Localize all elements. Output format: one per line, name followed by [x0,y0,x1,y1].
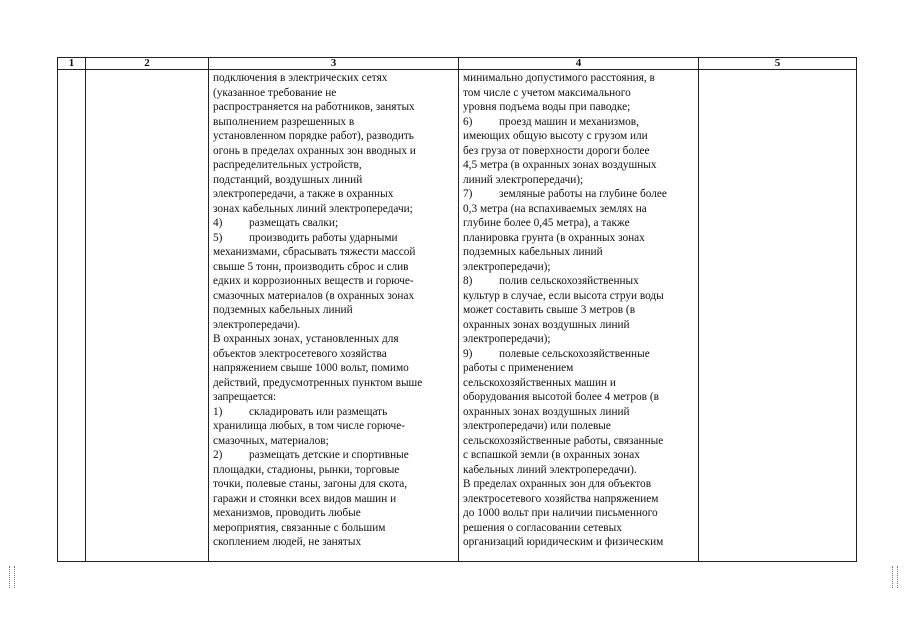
text-line: решения о согласовании сетевых [463,521,622,534]
header-col-5: 5 [699,58,857,70]
header-col-2: 2 [86,58,209,70]
text-line: охранных зонах воздушных линий [463,405,630,418]
text-line: 4,5 метра (в охранных зонах воздушных [463,159,657,171]
text-line: сельскохозяйственные работы, связанные [463,434,664,447]
text-line: скоплением людей, не занятых [213,536,362,548]
item-number: 2) [213,449,223,461]
right-margin-mark [892,566,898,588]
text-line: установленном порядке работ), разводить [213,130,414,142]
text-line: В пределах охранных зон для объектов [463,478,652,490]
text-line: смазочных материалов (в охранных зонах [213,289,415,302]
text-line: мероприятия, связанные с большим [213,521,386,534]
text-line: до 1000 вольт при наличии письменного [463,507,658,519]
text-line: точки, полевые станы, загоны для скота, [213,478,408,490]
text-line: В охранных зонах, установленных для [213,333,399,345]
text-line: электросетевого хозяйства напряжением [463,492,659,505]
numbered-line [463,347,694,362]
text-line: охранных зонах воздушных линий [463,318,630,331]
text-line: подземных кабельных линий [463,246,603,258]
text-line: гаражи и стоянки всех видов машин и [213,492,397,505]
item-number: 9) [463,347,473,360]
text-line: запрещается: [213,391,277,403]
text-line: с вспашкой земли (в охранных зонах [463,449,640,461]
text-line: линий электропередачи); [463,173,584,186]
text-line: распределительных устройств, [213,159,362,171]
text-line: организаций юридическим и физическим [463,536,664,548]
text-line: уровня подъема воды при паводке; [463,101,631,113]
numbered-line [463,187,694,202]
text-line: планировка грунта (в охранных зонах [463,231,645,244]
text-line: напряжением свыше 1000 вольт, помимо [213,362,409,374]
item-number: 7) [463,188,473,200]
item-number: 5) [213,231,223,244]
text-line: кабельных линий электропередачи). [463,463,637,476]
numbered-line [463,274,694,289]
text-line: оборудования высотой более 4 метров (в [463,391,659,403]
text-line: глубине более 0,45 метра), а также [463,217,630,229]
text-line: сельскохозяйственных машин и [463,376,616,389]
text-line: культур в случае, если высота струи воды [463,289,664,302]
numbered-line [213,405,454,420]
text-line: электропередачи, а также в охранных [213,188,394,200]
text-line: зонах кабельных линий электропередачи; [213,202,413,215]
text-line: том числе с учетом максимального [463,86,631,99]
col3-text [209,70,458,550]
item-text: складировать или размещать [249,405,388,418]
text-line: подстанций, воздушных линий [213,173,363,186]
text-line: минимально допустимого расстояния, в [463,72,655,84]
text-line: подземных кабельных линий [213,304,353,316]
text-line: электропередачи). [213,318,301,331]
text-line: площадки, стадионы, рынки, торговые [213,463,400,476]
text-line: 0,3 метра (на вспахиваемых землях на [463,202,647,215]
text-line: огонь в пределах охранных зон вводных и [213,144,416,157]
text-line: электропередачи) или полевые [463,420,611,432]
header-col-1: 1 [58,58,86,70]
item-text: полевые сельскохозяйственные [499,347,650,360]
item-text: производить работы ударными [249,231,398,244]
item-text: размещать детские и спортивные [249,449,409,461]
text-line: без груза от поверхности дороги более [463,144,650,157]
item-text: полив сельскохозяйственных [499,275,639,287]
item-number: 8) [463,275,473,287]
cell-col-5 [699,70,857,562]
item-number: 1) [213,405,223,418]
text-line: действий, предусмотренных пунктом выше [213,376,423,389]
cell-col-1 [58,70,86,562]
text-line: работы с применением [463,362,574,374]
text-line: механизмов, проводить любые [213,507,361,519]
numbered-line [213,216,454,231]
cell-col-2 [86,70,209,562]
header-row [58,58,857,70]
numbered-line [463,115,694,130]
content-row [58,70,857,562]
header-col-4: 4 [459,58,699,70]
text-line: имеющих общую высоту с грузом или [463,130,648,142]
item-number: 6) [463,115,473,128]
col4-text [459,70,698,550]
text-line: электропередачи); [463,333,551,345]
item-text: земляные работы на глубине более [499,188,667,200]
text-line: объектов электросетевого хозяйства [213,347,387,360]
text-line: механизмами, сбрасывать тяжести массой [213,246,416,258]
cell-col-3 [209,70,459,562]
item-text: проезд машин и механизмов, [499,115,639,128]
item-text: размещать свалки; [249,217,339,229]
text-line: едких и коррозионных веществ и горюче- [213,275,414,287]
text-line: смазочных, материалов; [213,434,329,447]
text-line: выполнением разрешенных в [213,115,355,128]
text-line: электропередачи); [463,260,551,273]
left-margin-mark [9,566,15,588]
item-number: 4) [213,217,223,229]
document-table [57,57,857,562]
text-line: хранилища любых, в том числе горюче- [213,420,406,432]
text-line: подключения в электрических сетях [213,72,388,84]
numbered-line [213,448,454,463]
cell-col-4 [459,70,699,562]
text-line: (указанное требование не [213,86,337,99]
numbered-line [213,231,454,246]
text-line: может составить свыше 3 метров (в [463,304,636,316]
text-line: распространяется на работников, занятых [213,101,415,113]
text-line: свыше 5 тонн, производить сброс и слив [213,260,409,273]
header-col-3: 3 [209,58,459,70]
